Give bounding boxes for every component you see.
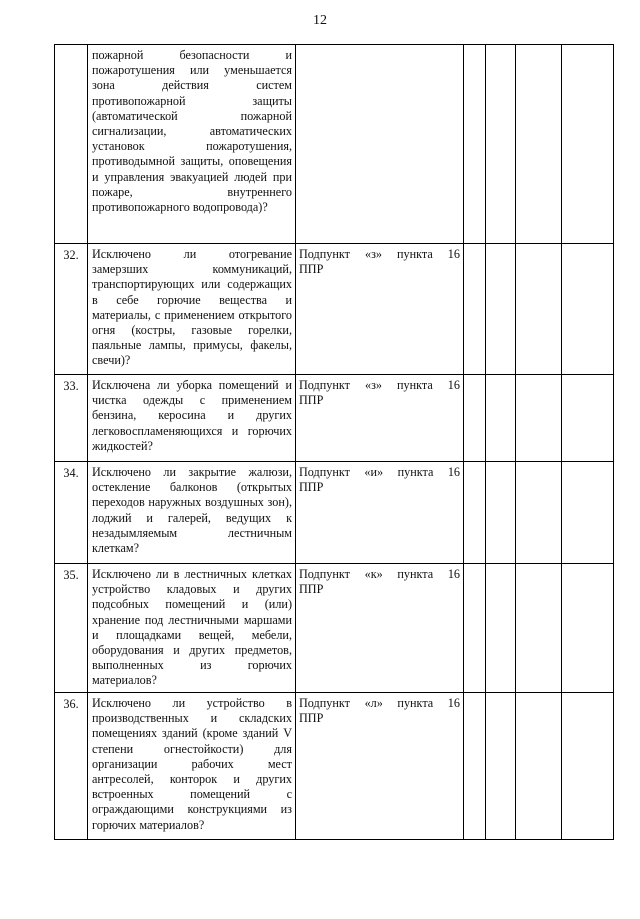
reference-word: 16 [447, 696, 460, 710]
reference-line [299, 465, 460, 480]
row-number: 33. [55, 375, 88, 462]
check-cell[interactable] [486, 564, 516, 693]
check-cell[interactable] [516, 693, 562, 840]
reference-word: «и» [364, 465, 384, 479]
reference-line2: ППР [299, 711, 324, 726]
reference-line [299, 696, 460, 711]
reference-word: пункта [397, 465, 434, 479]
question-cell [88, 244, 296, 375]
check-cell[interactable] [562, 462, 614, 564]
check-cell[interactable] [464, 45, 486, 244]
reference-line [299, 378, 460, 393]
reference-line [299, 247, 460, 262]
reference-word: 16 [447, 465, 460, 479]
reference-word: «к» [364, 567, 383, 581]
reference-line2: ППР [299, 480, 324, 495]
check-cell[interactable] [516, 375, 562, 462]
question-cell [88, 375, 296, 462]
reference-word: Подпункт [299, 378, 350, 392]
check-cell[interactable] [486, 244, 516, 375]
check-cell[interactable] [516, 45, 562, 244]
row-number: 32. [55, 244, 88, 375]
check-cell[interactable] [464, 693, 486, 840]
reference-cell [296, 564, 464, 693]
check-cell[interactable] [516, 244, 562, 375]
question-cell [88, 462, 296, 564]
check-cell[interactable] [516, 462, 562, 564]
check-cell[interactable] [464, 462, 486, 564]
checklist-table [54, 44, 614, 840]
reference-word: 16 [447, 247, 460, 261]
check-cell[interactable] [562, 693, 614, 840]
question-text: пожарной безопасности и пожаротушения или уменьшается зона действия систем противопожарной защиты (автоматической пожарной сигнализации, автоматических установок пожаротушения, противодымной защиты, оповещения и управления эвакуацией людей при пожаре, внутреннего противопожарного водопровода)? [92, 48, 292, 215]
reference-word: Подпункт [299, 567, 350, 581]
reference-cell [296, 462, 464, 564]
check-cell[interactable] [464, 564, 486, 693]
check-cell[interactable] [516, 564, 562, 693]
table-row [55, 244, 614, 375]
reference-word: Подпункт [299, 696, 350, 710]
question-text: Исключено ли в лестничных клетках устройство кладовых и других подсобных помещений и (или) хранение под лестничными маршами и площадками вещей, мебели, оборудования и других предметов, выполненных из горючих материалов? [92, 567, 292, 688]
reference-word: пункта [397, 696, 434, 710]
reference-word: пункта [397, 567, 434, 581]
check-cell[interactable] [464, 244, 486, 375]
table-row [55, 564, 614, 693]
question-cell [88, 693, 296, 840]
question-text: Исключено ли закрытие жалюзи, остекление балконов (открытых переходов наружных воздушных зон), лоджий и галерей, ведущих к незадымляемым лестничным клеткам? [92, 465, 292, 556]
reference-word: «з» [364, 247, 382, 261]
row-number [55, 45, 88, 244]
reference-cell [296, 45, 464, 244]
check-cell[interactable] [562, 45, 614, 244]
table-row [55, 375, 614, 462]
reference-cell [296, 693, 464, 840]
reference-word: Подпункт [299, 465, 350, 479]
question-text: Исключена ли уборка помещений и чистка одежды с применением бензина, керосина и других легковоспламеняющихся и горючих жидкостей? [92, 378, 292, 453]
check-cell[interactable] [486, 375, 516, 462]
reference-line2: ППР [299, 262, 324, 277]
check-cell[interactable] [464, 375, 486, 462]
check-cell[interactable] [486, 462, 516, 564]
check-cell[interactable] [486, 693, 516, 840]
reference-cell [296, 244, 464, 375]
check-cell[interactable] [486, 45, 516, 244]
reference-word: 16 [447, 567, 460, 581]
page-number: 12 [313, 13, 327, 28]
reference-line2: ППР [299, 582, 324, 597]
reference-word: пункта [397, 247, 433, 261]
table-row [55, 693, 614, 840]
row-number: 34. [55, 462, 88, 564]
reference-word: 16 [447, 378, 460, 392]
check-cell[interactable] [562, 564, 614, 693]
reference-line [299, 567, 460, 582]
check-cell[interactable] [562, 375, 614, 462]
reference-word: пункта [397, 378, 433, 392]
reference-cell [296, 375, 464, 462]
reference-word: «з» [364, 378, 382, 392]
question-cell [88, 564, 296, 693]
table-row [55, 45, 614, 244]
check-cell[interactable] [562, 244, 614, 375]
row-number: 36. [55, 693, 88, 840]
reference-line2: ППР [299, 393, 324, 408]
reference-word: Подпункт [299, 247, 350, 261]
row-number: 35. [55, 564, 88, 693]
reference-word: «л» [364, 696, 383, 710]
question-cell [88, 45, 296, 244]
question-text: Исключено ли устройство в производственных и складских помещениях зданий (кроме зданий V степени огнестойкости) для организации рабочих мест антресолей, конторок и других встроенных помещений с ограждающими конструкциями из горючих материалов? [92, 696, 292, 832]
table-row [55, 462, 614, 564]
question-text: Исключено ли отогревание замерзших коммуникаций, транспортирующих или содержащих в себе горючие вещества и материалы, с применением открытого огня (костры, газовые горелки, паяльные лампы, примусы, факелы, свечи)? [92, 247, 292, 368]
